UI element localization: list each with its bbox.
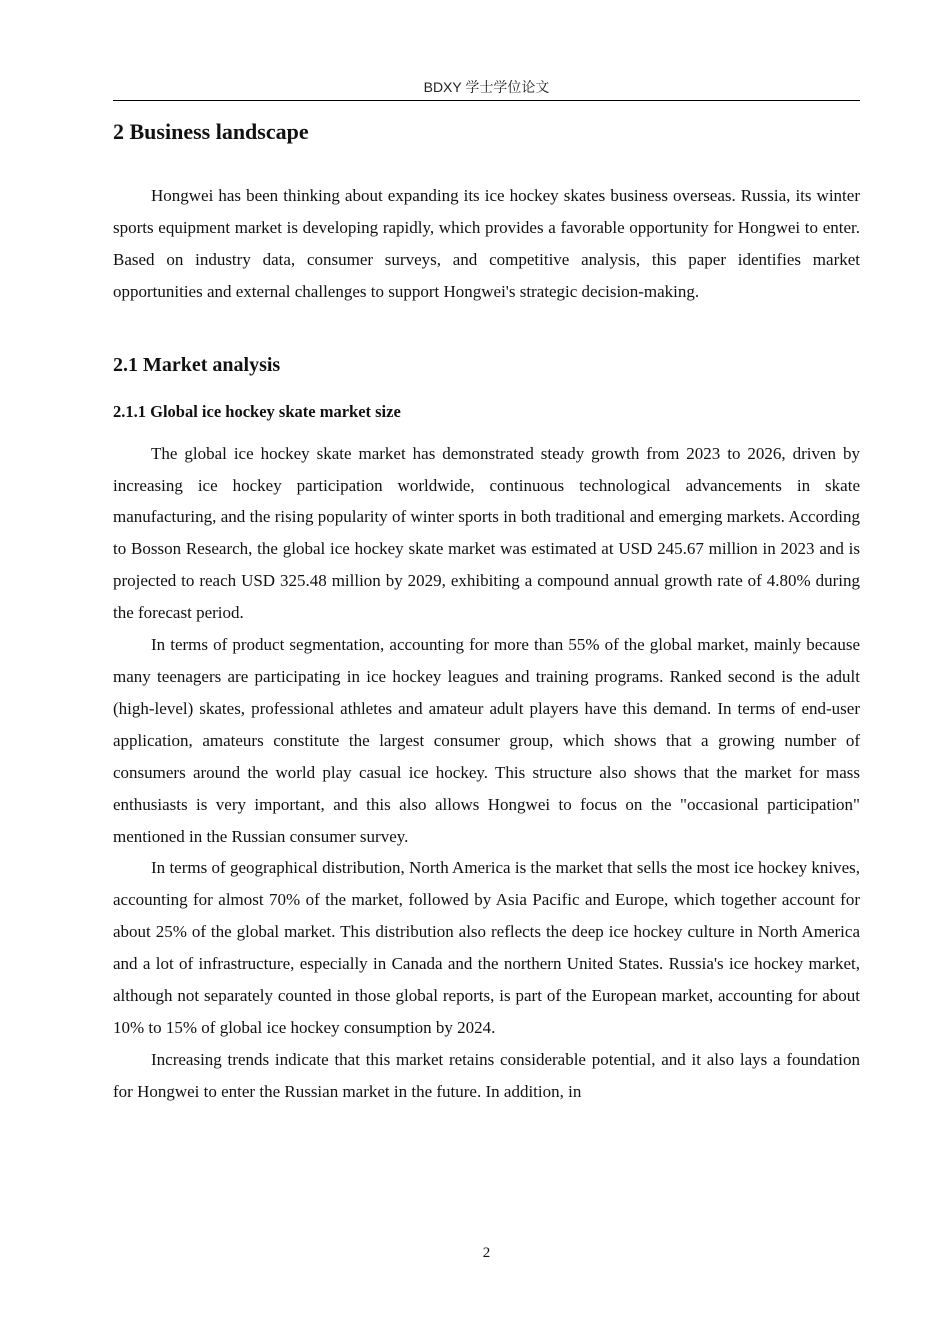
body-paragraph: In terms of geographical distribution, North America is the market that sells the most ice hockey knives, accounting for almost 70% of the market, followed by Asia Pacific and Europe, which together account for about 25% of the global market. This distribution also reflects the deep ice hockey culture in North America and a lot of infrastructure, especially in Canada and the northern United States. Russia's ice hockey market, although not separately counted in those global reports, is part of the European market, accounting for about 10% to 15% of global ice hockey consumption by 2024. [113,858,860,1037]
body-paragraph: Increasing trends indicate that this market retains considerable potential, and it also lays a foundation for Hongwei to enter the Russian market in the future. In addition, in [113,1049,860,1101]
running-header: BDXY 学士学位论文 [423,79,550,95]
intro-paragraph: Hongwei has been thinking about expanding its ice hockey skates business overseas. Russia, its winter sports equipment market is developing rapidly, which provides a favorable opportunity for Hongwei to enter. Based on industry data, consumer surveys, and competitive analysis, this paper identifies market opportunities and external challenges to support Hongwei's strategic decision-making. [113,186,860,301]
subsection-title: 2.1.1 Global ice hockey skate market size [113,401,401,421]
header-rule [113,100,860,101]
chapter-title: 2 Business landscape [113,119,309,144]
page-number: 2 [482,1245,491,1261]
body-paragraph: In terms of product segmentation, accounting for more than 55% of the global market, mainly because many teenagers are participating in ice hockey leagues and training programs. Ranked second is the adult (high-level) skates, professional athletes and amateur adult players have this demand. In terms of end-user application, amateurs constitute the largest consumer group, which shows that a growing number of consumers around the world play casual ice hockey. This structure also shows that the market for mass enthusiasts is very important, and this also allows Hongwei to focus on the "occasional participation" mentioned in the Russian consumer survey. [113,635,860,846]
page-body [113,112,860,1108]
body-paragraph: The global ice hockey skate market has demonstrated steady growth from 2023 to 2026, driven by increasing ice hockey participation worldwide, continuous technological advancements in skate manufacturing, and the rising popularity of winter sports in both traditional and emerging markets. According to Bosson Research, the global ice hockey skate market was estimated at USD 245.67 million in 2023 and is projected to reach USD 325.48 million by 2029, exhibiting a compound annual growth rate of 4.80% during the forecast period. [113,443,860,623]
section-title: 2.1 Market analysis [113,353,281,376]
